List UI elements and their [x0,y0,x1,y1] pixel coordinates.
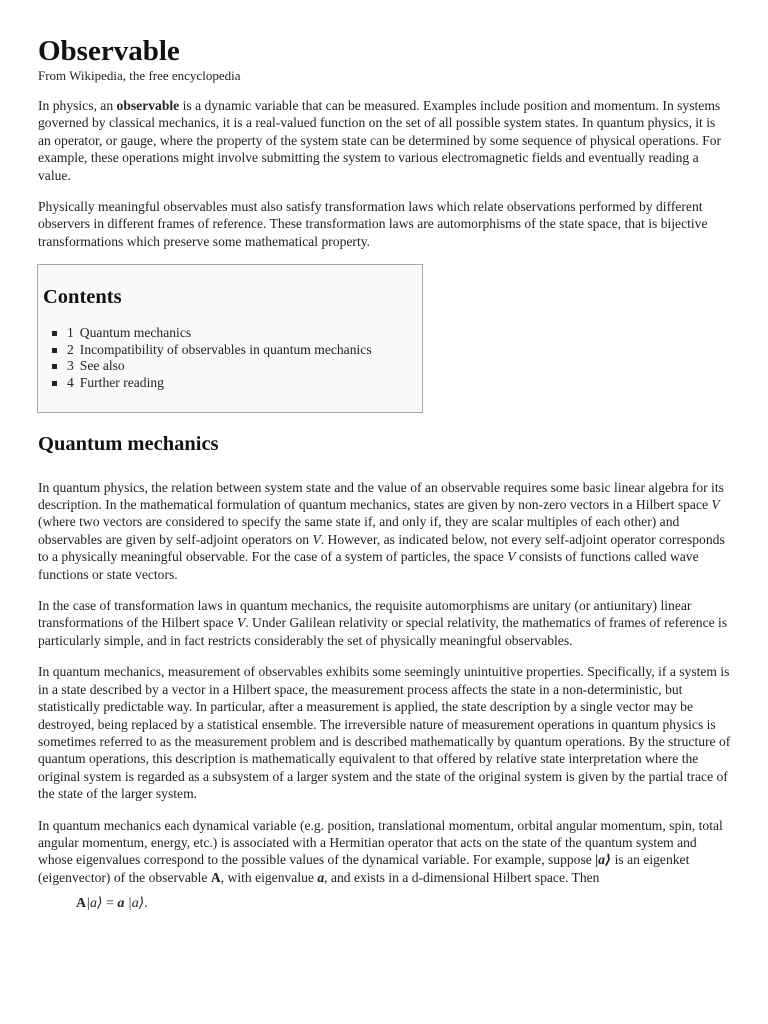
qm-paragraph-3: In quantum mechanics, measurement of observables exhibits some seemingly unintuitive properties. Specifically, if a system is in a state described by a vector in a Hilbert space, the measurement process affects the state in a non-deterministic, but statistically predictable way. In particular, after a measurement is applied, the state description by a single vector may be destroyed, being replaced by a statistical ensemble. The irreversible nature of measurement operations in quantum physics is sometimes referred to as the measurement problem and is described mathematically by quantum operations. By the structure of quantum operations, this description is mathematically equivalent to that offered by relative state interpretation where the original system is regarded as a subsystem of a larger system and the state of the original system is given by the partial trace of the state of the larger system. [38,664,731,802]
eq-operator: A [76,896,87,912]
term-observable: observable [116,98,180,113]
intro-paragraph-2: Physically meaningful observables must also satisfy transformation laws which relate observations performed by different observers in different frames of reference. These transformation laws are automorphisms of the state space, that is bijective transformations which preserve some mathematical property. [38,199,708,249]
eq-equals: = [102,896,118,912]
section-heading-quantum-mechanics: Quantum mechanics [38,432,219,455]
toc-item-number: 4 [67,375,74,391]
table-of-contents [37,264,423,412]
qm-paragraph-1: In quantum physics, the relation between system state and the value of an observable requires some basic linear algebra for its description. In the mathematical formulation of quantum mechanics, states are given by non-zero vectors in a Hilbert space V (where two vectors are considered to specify the same state if, and only if, they are scalar multiples of each other) and observables are given by self-adjoint operators on V. However, as indicated below, not every self-adjoint operator corresponds to a physically meaningful observable. For the case of a system of particles, the space V consists of functions called wave functions or state vectors. [38,479,725,582]
toc-list [43,325,417,391]
toc-item-label[interactable]: See also [79,358,125,374]
toc-title: Contents [43,286,122,309]
math-var-v: V [711,497,720,513]
math-eigenvalue-a: a [317,869,325,885]
eq-eigenvalue: a [117,896,125,912]
toc-item-number: 2 [67,341,74,357]
toc-item-label[interactable]: Quantum mechanics [79,325,192,341]
toc-item-label[interactable]: Incompatibility of observables in quantum mechanics [79,341,372,357]
math-ket-a: |a⟩ [595,852,612,868]
toc-item-quantum-mechanics[interactable] [67,325,417,342]
qm-paragraph-2: In the case of transformation laws in quantum mechanics, the requisite automorphisms are unitary (or antiunitary) linear transformations of the Hilbert space V. Under Galilean relativity or special relativity, the mathematics of frames of reference is particularly simple, and in fact restricts considerably the set of physically meaningful observables. [38,598,728,648]
toc-item-further-reading[interactable] [67,375,417,392]
toc-item-number: 3 [67,358,74,374]
math-var-v: V [312,531,321,547]
eigenvalue-equation [76,894,731,914]
toc-item-number: 1 [67,325,74,341]
eq-ket-right: |a⟩ [124,896,145,912]
eq-period: . [144,896,148,912]
bullet-icon [52,348,57,353]
math-var-v: V [507,549,516,565]
bullet-icon [52,381,57,386]
page-title: Observable [38,35,180,67]
math-var-v: V [236,615,246,631]
toc-item-label[interactable]: Further reading [79,375,164,391]
site-tagline: From Wikipedia, the free encyclopedia [38,68,241,83]
toc-item-see-also[interactable] [67,358,417,375]
qm-paragraph-4: In quantum mechanics each dynamical variable (e.g. position, translational momentum, orbital angular momentum, spin, total angular momentum, energy, etc.) is associated with a Hermitian operator that acts on the state of the quantum system and whose eigenvalues correspond to the possible values of the dynamical variable. For example, suppose |a⟩ is an eigenket (eigenvector) of the observable A, with eigenvalue a, and exists in a d-dimensional Hilbert space. Then [38,817,723,885]
bullet-icon [52,331,57,336]
bullet-icon [52,364,57,369]
intro-paragraph-1: In physics, an observable is a dynamic variable that can be measured. Examples include position and momentum. In systems governed by classical mechanics, it is a real-valued function on the set of all possible system states. In quantum physics, it is an operator, or gauge, where the property of the system state can be determined by some sequence of physical operations. For example, these operations might involve submitting the system to various electromagnetic fields and eventually reading a value. [38,98,722,183]
eq-ket-left: |a⟩ [86,896,103,912]
math-operator-a: A [210,869,221,885]
toc-item-incompatibility[interactable] [67,342,417,359]
